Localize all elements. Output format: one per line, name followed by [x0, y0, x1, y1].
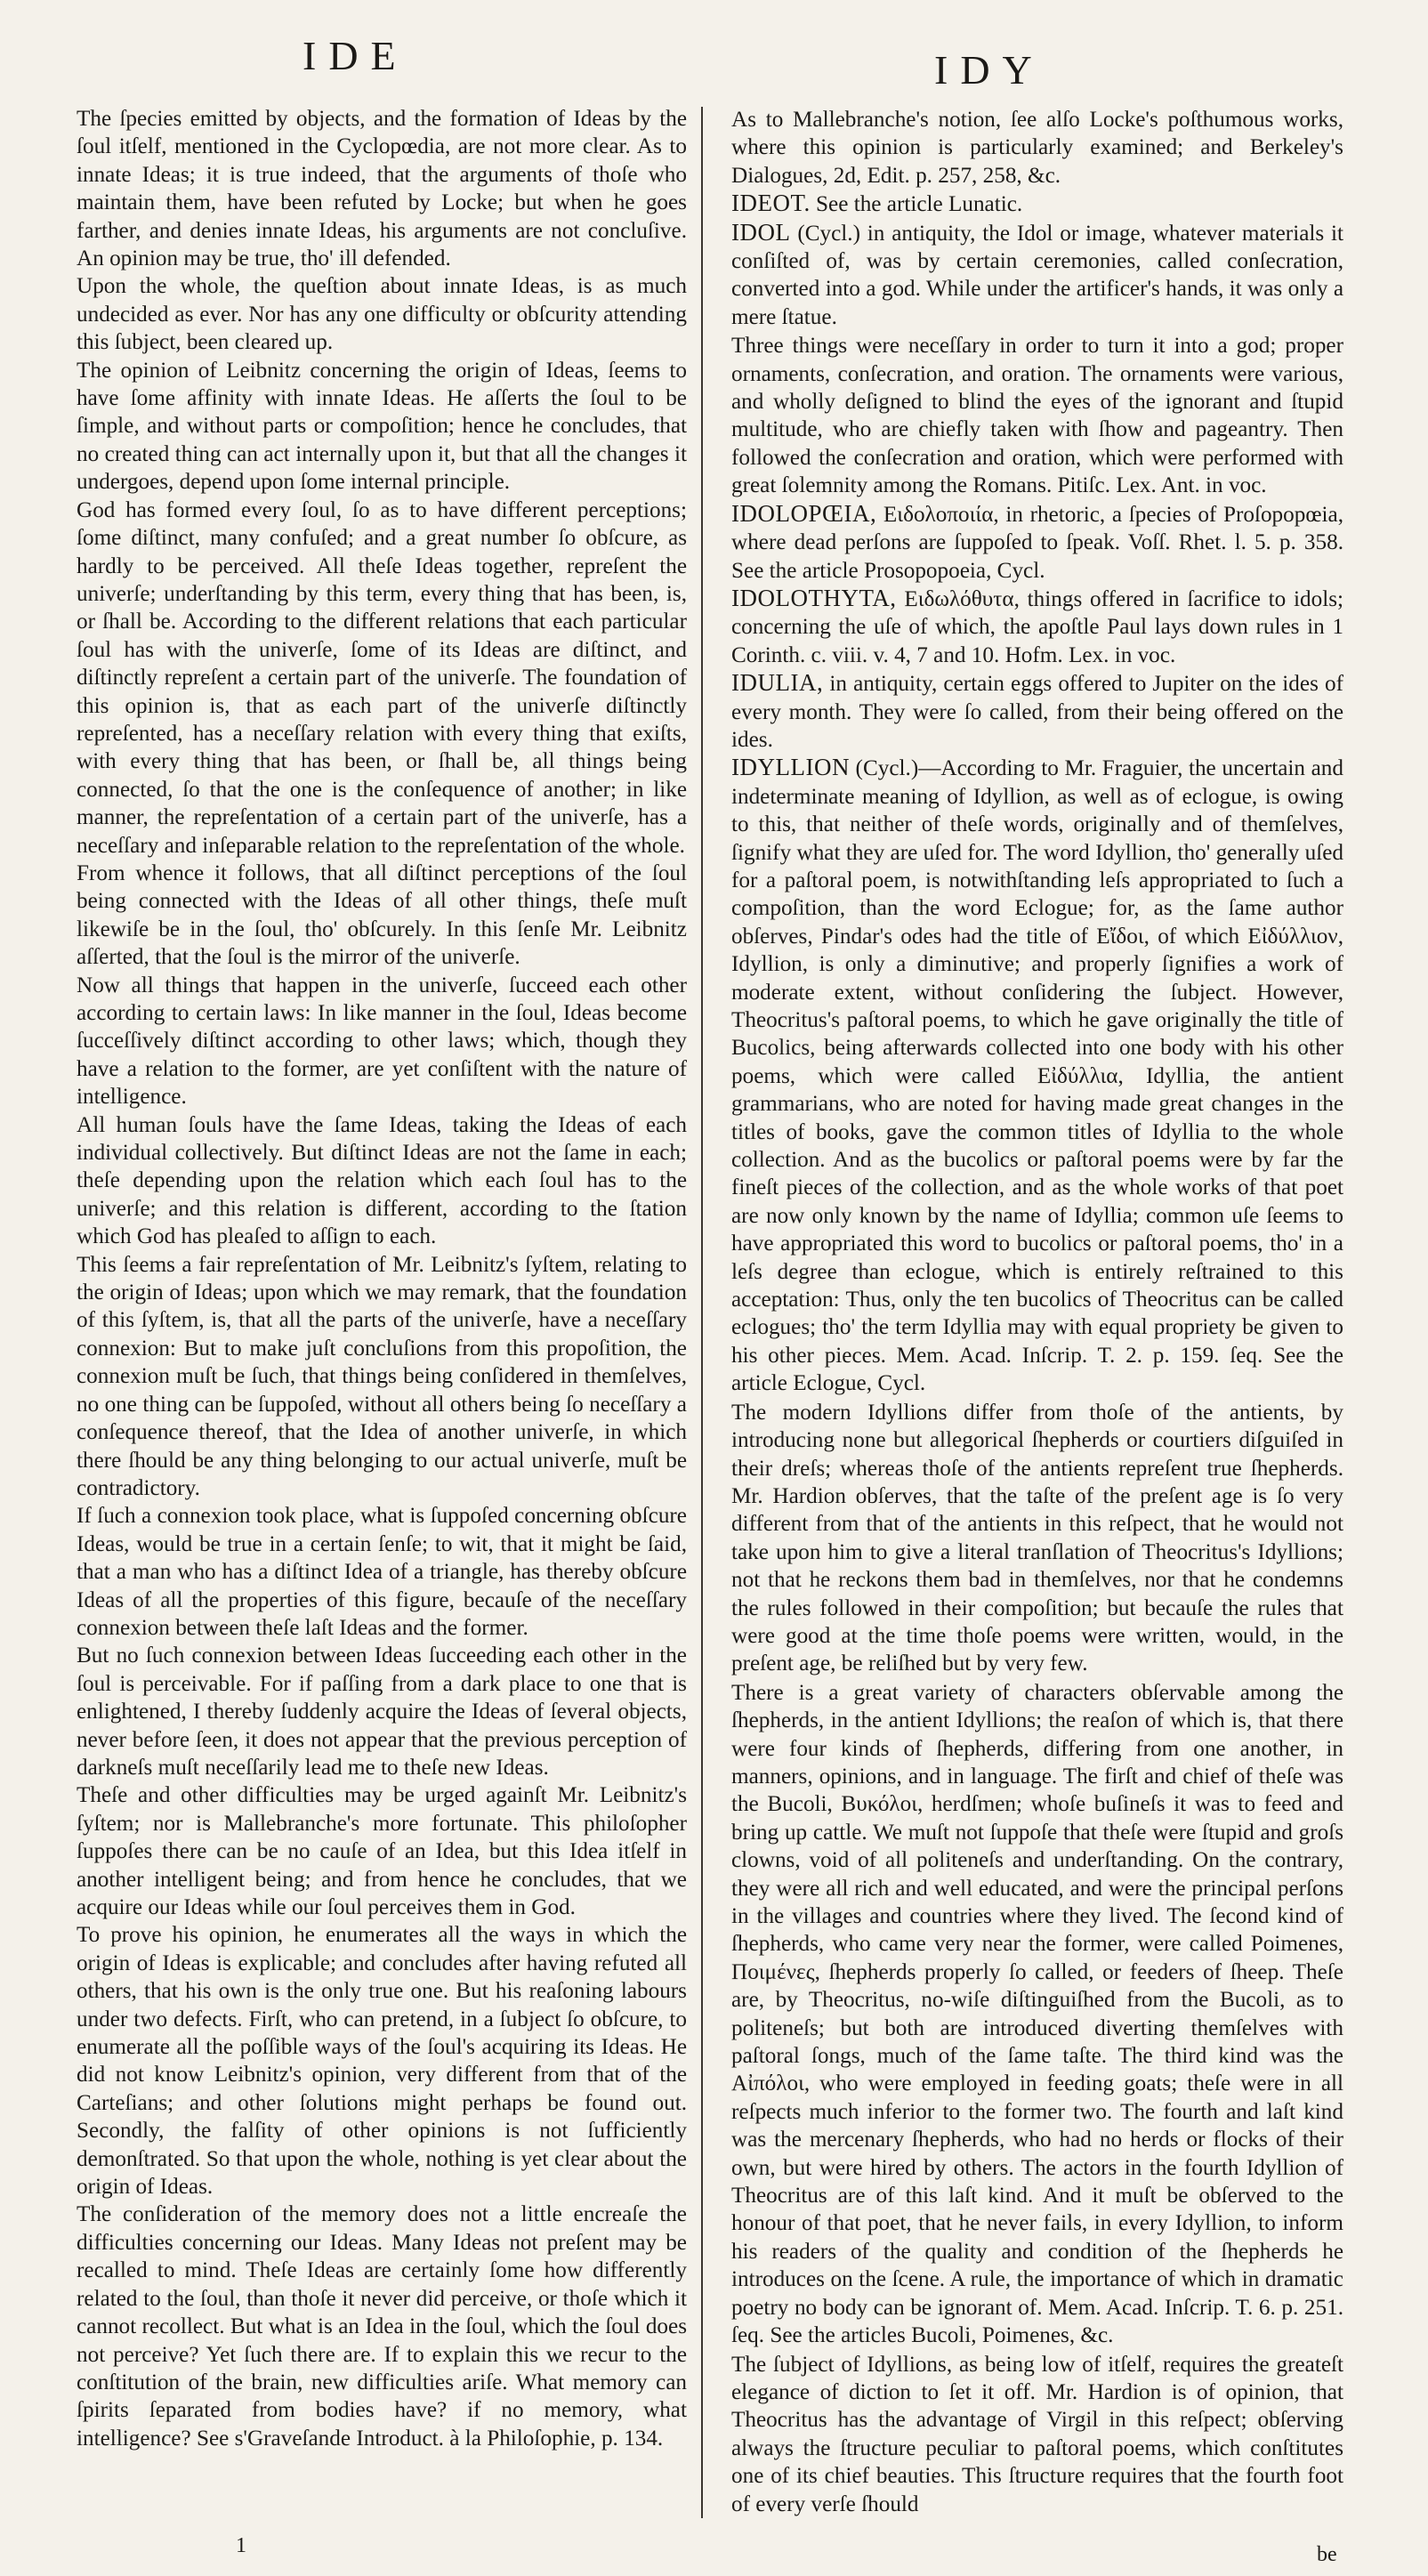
catchword: be [1317, 2543, 1337, 2566]
entry-text: Ειδολοποιία, in rhetoric, a ſpecies of Proſopopœia, where dead perſons are ſuppoſed to ſpeak. Voſſ. Rhet. l. 5. p. 358. See the article Prosopopoeia, Cycl. [731, 502, 1343, 583]
header-left: IDE [303, 33, 408, 78]
entry-text: (Cycl.)—According to Mr. Fraguier, the uncertain and indeterminate meaning of Idyllion, as well as of eclogue, is owing to this, that neither of theſe words, originally and of themſelves, ſignify what they are uſed for. The word Idyllion, tho' generally uſed for a paſtoral poem, is notwithſtanding leſs appropriated to ſuch a compoſition, than the word Eclogue; for, as the ſame author obſerves, Pindar's odes had the title of Εἴδοι, of which Εἰδύλλιον, Idyllion, is only a diminutive; and properly ſignifies a work of moderate extent, without conſidering the ſubject. However, Theocritus's paſtoral poems, to which he gave originally the title of Bucolics, being afterwards collected into one body with his other poems, which were called Εἰδύλλια, Idyllia, the antient grammarians, who are noted for having made great changes in the titles of books, gave the common titles of Idyllia to the whole collection. And as the bucolics or paſtoral poems were by far the fineſt pieces of the collection, and as the whole works of that poet are now only known by the name of Idyllia; common uſe ſeems to have appropriated this word to bucolics or paſtoral poems, tho' in a leſs degree than eclogue, which is entirely reſtrained to this acceptation: Thus, only the ten bucolics of Theocritus can be called eclogues; tho' the term Idyllia may with equal propriety be given to his other pieces. Mem. Acad. Inſcrip. T. 2. p. 159. ſeq. See the article Eclogue, Cycl. [731, 756, 1343, 1396]
paragraph: But no ſuch connexion between Ideas ſucceeding each other in the ſoul is perceivable. For if paſſing from a dark place to one that is enlightened, I thereby ſuddenly acquire the Ideas of ſeveral objects, never before ſeen, it does not appear that the previous perception of darkneſs muſt neceſſarily lead me to theſe new Ideas. [77, 1643, 687, 1780]
entry [731, 190, 1343, 218]
entry-text: The ſubject of Idyllions, as being low of itſelf, requires the greateſt elegance of diction to ſet it off. Mr. Hardion is of opinion, that Theocritus has the advantage of Virgil in this reſpect; obſerving always the ſtructure peculiar to paſtoral poems, which conſtitutes one of its chief beauties. This ſtructure requires that the fourth foot of every verſe ſhould [731, 2352, 1343, 2516]
entry [731, 219, 1343, 332]
left-column [77, 105, 687, 2452]
paragraph: If ſuch a connexion took place, what is ſuppoſed concerning obſcure Ideas, would be true in a certain ſenſe; to wit, that it might be ſaid, that a man who has a diſtinct Idea of a triangle, has thereby obſcure Ideas of all the properties of this figure, becauſe of the neceſſary connexion between theſe laſt Ideas and the former. [77, 1504, 687, 1640]
right-column [731, 105, 1343, 2518]
entry [731, 2350, 1343, 2518]
entry-head: IDYLLION [731, 754, 850, 781]
entry [731, 500, 1343, 585]
entry [731, 754, 1343, 1397]
entry-text: There is a great variety of characters obſervable among the ſhepherds, in the antient Idyllions; the reaſon of which is, that there were four kinds of ſhepherds, differing from one another, in manners, opinions, and in language. The firſt and chief of theſe was the Bucoli, Βυκόλοι, herdſmen; whoſe buſineſs it was to feed and bring up cattle. We muſt not ſuppoſe that theſe were ſtupid and groſs clowns, void of all politeneſs and underſtanding. On the contrary, they were all rich and well educated, and were the principal perſons in the villages and countries where they lived. The ſecond kind of ſhepherds, who came very near the former, were called Poimenes, Ποιμένες, ſhepherds properly ſo called, or feeders of ſheep. Theſe are, by Theocritus, no-wiſe diſtinguiſhed from the Bucoli, as to politeneſs; but both are introduced diverting themſelves with paſtoral ſongs, much of the ſame taſte. The third kind was the Αἰπόλοι, who were employed in feeding goats; theſe were in all reſpects much inferior to the former two. The fourth and laſt kind was the mercenary ſhepherds, who had no herds or flocks of their own, but were hired by others. The actors in the fourth Idyllion of Theocritus are of this laſt kind. And it muſt be obſerved to the honour of that poet, that he never fails, in every Idyllion, to inform his readers of the quality and condition of the ſhepherds he introduces on the ſcene. A rule, the importance of which in dramatic poetry no body can be ignorant of. Mem. Acad. Inſcrip. T. 6. p. 251. ſeq. See the articles Bucoli, Poimenes, &c. [731, 1680, 1343, 2348]
entry [731, 1678, 1343, 2350]
entry [731, 669, 1343, 754]
entry-head: IDOLOPŒIA, [731, 499, 877, 527]
paragraph: Theſe and other difficulties may be urged againſt Mr. Leibnitz's ſyſtem; nor is Mallebranche's more fortunate. This philoſopher ſuppoſes there can be no cauſe of an Idea, but this Idea itſelf in another intelligent being; and from hence he concludes, that we acquire our Ideas while our ſoul perceives them in God. [77, 1783, 687, 1919]
paragraph: The opinion of Leibnitz concerning the origin of Ideas, ſeems to have ſome affinity with innate Ideas. He aſſerts the ſoul to be ſimple, and without parts or compoſition; hence he concludes, that no created thing can act internally upon it, but that all the changes it undergoes, depend upon ſome internal principle. [77, 358, 687, 495]
paragraph: To prove his opinion, he enumerates all the ways in which the origin of Ideas is explicable; and concludes after having refuted all others, that his own is the only true one. But his reaſoning labours under two defects. Firſt, who can pretend, in a ſubject ſo obſcure, to enumerate all the poſſible ways of the ſoul's acquiring its Ideas. He did not know Leibnitz's opinion, very different from that of the Carteſians; and other ſolutions might perhaps be found out. Secondly, the falſity of other opinions is not ſufficiently demonſtrated. So that upon the whole, nothing is yet clear about the origin of Ideas. [77, 1923, 687, 2200]
column-divider [701, 107, 703, 2518]
paragraph: Now all things that happen in the univerſe, ſucceed each other according to certain laws: In like manner in the ſoul, Ideas become ſucceſſively diſtinct according to other laws; which, though they have a relation to the former, are yet conſiſtent with the nature of intelligence. [77, 973, 687, 1110]
entry [731, 1398, 1343, 1678]
entry-text: (Cycl.) in antiquity, the Idol or image, whatever materials it conſiſted of, was by certain ceremonies, called conſecration, converted into a god. While under the artificer's hands, it was only a mere ſtatue. [731, 221, 1343, 329]
entry [731, 585, 1343, 669]
entry [731, 331, 1343, 499]
paragraph: God has formed every ſoul, ſo as to have different perceptions; ſome diſtinct, many confuſed; and a great number ſo obſcure, as hardly to be perceived. All theſe Ideas together, repreſent the univerſe; underſtanding by this term, every thing that has been, is, or ſhall be. According to the different relations that each particular ſoul has with the univerſe, ſome of its Ideas are diſtinct, and diſtinctly repreſent a certain part of the univerſe. The foundation of this opinion is, that as each part of the univerſe diſtinctly repreſented, has a neceſſary relation with every thing that exiſts, with every thing that has been, or ſhall be, all things being connected, ſo that the one is the conſequence of another; in like manner, the repreſentation of a certain part of the univerſe, has a neceſſary and inſeparable relation to the repreſentation of the whole. [77, 497, 687, 858]
running-header [0, 32, 1428, 93]
entry [731, 105, 1343, 190]
entry-text: See the article Lunatic. [810, 192, 1023, 217]
paragraph: The conſideration of the memory does not a little encreaſe the difficulties concerning our Ideas. Many Ideas not preſent may be recalled to mind. Theſe Ideas are certainly ſome how differently related to the ſoul, than thoſe it never did perceive, or thoſe which it cannot recollect. But what is an Idea in the ſoul, which the ſoul does not perceive? Yet ſuch there are. If to explain this we recur to the conſtitution of the brain, new difficulties ariſe. What memory can ſpirits ſeparated from bodies have? if no memory, what intelligence? See s'Graveſande Introduct. à la Philoſophie, p. 134. [77, 2202, 687, 2451]
paragraph: The ſpecies emitted by objects, and the formation of Ideas by the ſoul itſelf, mentioned in the Cyclopœdia, are not more clear. As to innate Ideas; it is true indeed, that the arguments of thoſe who maintain them, have been refuted by Locke; but when he goes farther, and denies innate Ideas, his arguments are not concluſive. An opinion may be true, tho' ill defended. [77, 107, 687, 271]
entry-head: IDULIA, [731, 669, 824, 697]
entry-head: IDOL [731, 218, 791, 246]
paragraph: This ſeems a fair repreſentation of Mr. Leibnitz's ſyſtem, relating to the origin of Ideas; upon which we may remark, that the foundation of this ſyſtem, is, that all the parts of the univerſe, have a neceſſary connexion: But to make juſt concluſions from this propoſition, the connexion muſt be ſuch, that things being conſidered in themſelves, no one thing can be ſuppoſed, without all others being ſo neceſſary a conſequence thereof, that the Idea of another univerſe, in which there ſhould be any thing belonging to our actual univerſe, muſt be contradictory. [77, 1252, 687, 1500]
paragraph: From whence it follows, that all diſtinct perceptions of the ſoul being connected with the Ideas of all other things, theſe muſt likewiſe be in the ſoul, tho' obſcurely. In this ſenſe Mr. Leibnitz aſſerted, that the ſoul is the mirror of the univerſe. [77, 860, 687, 970]
paragraph: All human ſouls have the ſame Ideas, taking the Ideas of each individual collectively. But diſtinct Ideas are not the ſame in each; theſe depending upon the relation which each ſoul has to the univerſe; and this relation is different, according to the ſtation which God has pleaſed to aſſign to each. [77, 1112, 687, 1249]
header-right: IDY [934, 47, 1045, 93]
entry-text: Ειδωλόθυτα, things offered in ſacrifice to idols; concerning the uſe of which, the apoſtle Paul lays down rules in 1 Corinth. c. viii. v. 4, 7 and 10. Hofm. Lex. in voc. [731, 586, 1343, 667]
paragraph: Upon the whole, the queſtion about innate Ideas, is as much undecided as ever. Nor has any one difficulty or obſcurity attending this ſubject, been cleared up. [77, 274, 687, 355]
entry-text: in antiquity, certain eggs offered to Jupiter on the ides of every month. They were ſo called, from their being offered on the ides. [731, 672, 1343, 752]
entry-head: IDOLOTHYTA, [731, 584, 897, 611]
entry-text: The modern Idyllions differ from thoſe of the antients, by introducing none but allegorical ſhepherds or courtiers diſguiſed in their dreſs; whereas thoſe of the antients repreſent true ſhepherds. Mr. Hardion obſerves, that the taſte of the preſent age is ſo very different from that of the antients in this reſpect, that he would not take upon him to give a literal tranſlation of Theocritus's Idyllions; not that he reckons them bad in themſelves, nor that he condemns the rules followed in their compoſition; but becauſe the rules that were good at the time thoſe poems were written, would, in the preſent age, be reliſhed but by very few. [731, 1400, 1343, 1676]
entry-head: IDEOT. [731, 190, 811, 217]
entry-text: Three things were neceſſary in order to turn it into a god; proper ornaments, conſecration, and oration. The ornaments were various, and wholly deſigned to blind the eyes of the ignorant and ſtupid multitude, who are chiefly taken with ſhow and pageantry. Then followed the conſecration and oration, which were performed with great ſolemnity among the Romans. Pitiſc. Lex. Ant. in voc. [731, 334, 1343, 498]
signature-mark: 1 [236, 2534, 246, 2557]
entry-text: As to Mallebranche's notion, ſee alſo Locke's poſthumous works, where this opinion is particularly examined; and Berkeley's Dialogues, 2d, Edit. p. 257, 258, &c. [731, 108, 1343, 188]
